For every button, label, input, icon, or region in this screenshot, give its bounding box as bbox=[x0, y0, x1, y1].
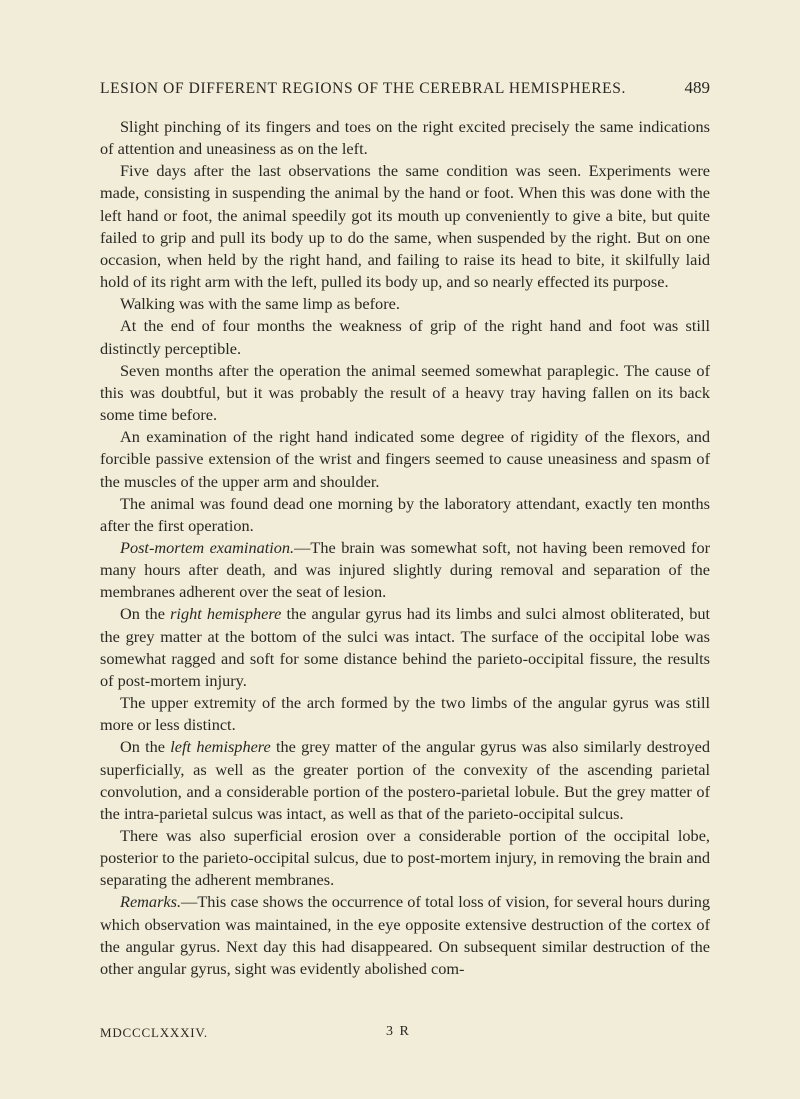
paragraph: An examination of the right hand indicated some degree of rigidity of the flexors, and forcible passive extension of the wrist and fingers seemed to cause uneasiness and spasm of the muscles of the upper arm and shoulder. bbox=[100, 427, 710, 491]
paragraph: There was also superficial erosion over a considerable portion of the occipital lobe, posterior to the parieto-occipital sulcus, due to post-mortem injury, in removing the brain and separating the adherent membranes. bbox=[100, 826, 710, 890]
paragraph: Remarks.—This case shows the occurrence of total loss of vision, for several hours during which observation was maintained, in the eye opposite extensive destruction of the cortex of the angular gyrus. Next day this had disappeared. On subsequent similar destruction of the other angular gyrus, sight was evidently abolished com- bbox=[100, 892, 710, 978]
paragraph: Post-mortem examination.—The brain was somewhat soft, not having been removed for many hours after death, and was injured slightly during removal and separation of the membranes adherent over the seat of lesion. bbox=[100, 537, 711, 602]
paragraph: Slight pinching of its fingers and toes on the right excited precisely the same indications of attention and uneasiness as on the left. bbox=[100, 117, 710, 159]
section-lead: Remarks. bbox=[120, 892, 182, 912]
paragraph: Five days after the last observations the same condition was seen. Experiments were made, consisting in suspending the animal by the hand or foot. When this was done with the left hand or foot, the animal speedily got its mouth up conveniently to give a bite, but quite failed to grip and pull its body up to do the same, when suspended by the right. But on one occasion, when held by the right hand, and failing to raise its head to bite, it skilfully laid hold of its right arm with the left, pulled its body up, and so nearly effected its purpose. bbox=[100, 161, 710, 292]
body-text bbox=[100, 116, 710, 980]
italic-term: left hemisphere bbox=[170, 737, 271, 757]
page-number: 489 bbox=[684, 78, 710, 97]
paragraph: On the left hemisphere the grey matter of the angular gyrus was also similarly destroyed superficially, as well as the greater portion of the convexity of the ascending parietal convolution, and a considerable portion of the postero-parietal lobule. But the grey matter of the intra-parietal sulcus was intact, as well as that of the parieto-occipital sulcus. bbox=[100, 737, 711, 823]
section-lead: Post-mortem examination. bbox=[120, 537, 295, 557]
paragraph: The upper extremity of the arch formed by the two limbs of the angular gyrus was still more or less distinct. bbox=[100, 693, 710, 735]
italic-term: right hemisphere bbox=[170, 604, 282, 624]
running-title: LESION OF DIFFERENT REGIONS OF THE CEREBRAL HEMISPHERES. bbox=[100, 80, 626, 97]
paragraph: At the end of four months the weakness of grip of the right hand and foot was still distinctly perceptible. bbox=[100, 316, 710, 358]
paragraph: The animal was found dead one morning by the laboratory attendant, exactly ten months after the first operation. bbox=[100, 493, 710, 535]
paragraph: Seven months after the operation the animal seemed somewhat paraplegic. The cause of this was doubtful, but it was probably the result of a heavy tray having fallen on its back some time before. bbox=[100, 360, 710, 425]
paragraph: Walking was with the same limp as before. bbox=[120, 294, 400, 314]
paragraph: On the right hemisphere the angular gyrus had its limbs and sulci almost obliterated, but the grey matter at the bottom of the sulci was intact. The surface of the occipital lobe was somewhat ragged and soft for some distance behind the parieto-occipital fissure, the results of post-mortem injury. bbox=[100, 604, 711, 690]
sheet-mark: 3 R bbox=[386, 1024, 411, 1039]
volume-signature: MDCCCLXXXIV. bbox=[100, 1025, 208, 1040]
